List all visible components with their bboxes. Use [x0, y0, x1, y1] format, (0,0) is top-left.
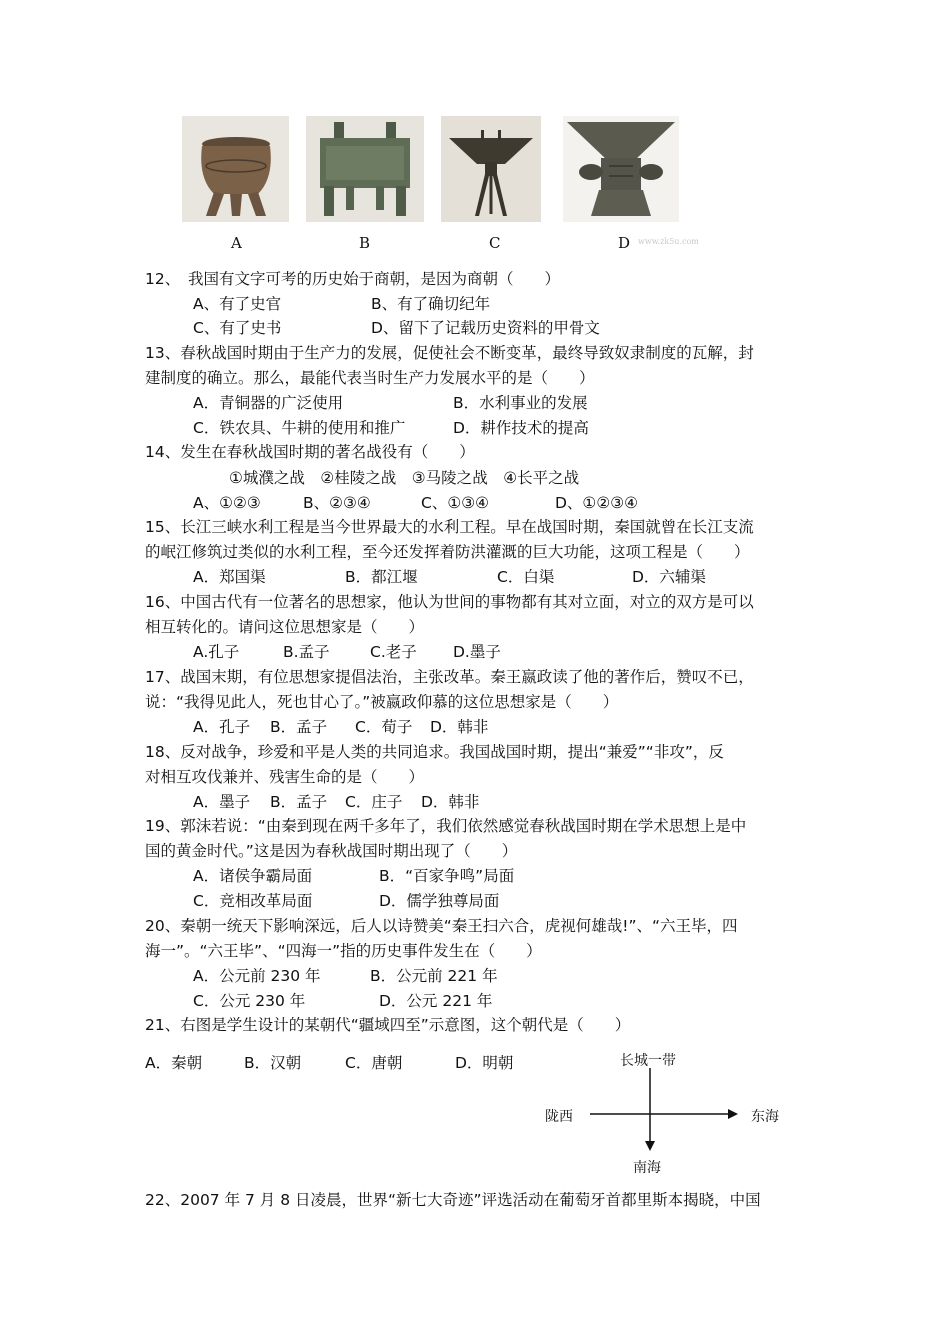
q12-stem: 12、 我国有文字可考的历史始于商朝，是因为商朝（ ） [145, 270, 560, 288]
q20-stem-line2: 海一”。“六王毕”、“四海一”指的历史事件发生在（ ） [145, 942, 542, 960]
q16-option-a: A.孔子 [193, 643, 240, 661]
q16-stem-line1: 16、中国古代有一位著名的思想家，他认为世间的事物都有其对立面，对立的双方是可以 [145, 593, 754, 611]
q16-option-d: D.墨子 [453, 643, 501, 661]
q21-option-a: A．秦朝 [145, 1054, 203, 1072]
q20-option-b: B．公元前 221 年 [370, 967, 498, 985]
q17-option-d: D．韩非 [430, 718, 489, 736]
q15-option-a: A．郑国渠 [193, 568, 266, 586]
q19-stem-line1: 19、郭沫若说：“由秦到现在两千多年了，我们依然感觉春秋战国时期在学术思想上是中 [145, 817, 747, 835]
q13-option-d: D．耕作技术的提高 [453, 419, 589, 437]
q19-option-b: B．“百家争鸣”局面 [379, 867, 515, 885]
vessel-image-a [182, 116, 289, 222]
q20-option-a: A．公元前 230 年 [193, 967, 321, 985]
q14-option-c: C、①③④ [421, 494, 490, 512]
q16-stem-line2: 相互转化的。请问这位思想家是（ ） [145, 618, 425, 636]
q12-option-d: D、留下了记载历史资料的甲骨文 [371, 319, 600, 337]
vessel-image-c [441, 116, 541, 222]
q17-stem-line1: 17、战国末期，有位思想家提倡法治，主张改革。秦王嬴政读了他的著作后，赞叹不已， [145, 668, 754, 686]
diagram-south-label: 南海 [633, 1160, 661, 1176]
q13-option-c: C．铁农具、牛耕的使用和推广 [193, 419, 406, 437]
q16-option-c: C.老子 [370, 643, 417, 661]
q16-option-b: B.孟子 [283, 643, 330, 661]
image-watermark: www.zk5u.com [638, 237, 699, 246]
q19-stem-line2: 国的黄金时代。”这是因为春秋战国时期出现了（ ） [145, 842, 518, 860]
q19-option-d: D．儒学独尊局面 [379, 892, 500, 910]
q19-option-c: C．竞相改革局面 [193, 892, 313, 910]
q15-option-b: B．都江堰 [345, 568, 418, 586]
q17-option-a: A．孔子 [193, 718, 251, 736]
q14-items: ①城濮之战 ②桂陵之战 ③马陵之战 ④长平之战 [229, 469, 580, 487]
image-label-d: D [618, 234, 631, 252]
q15-stem-line1: 15、长江三峡水利工程是当今世界最大的水利工程。早在战国时期，秦国就曾在长江支流 [145, 518, 754, 536]
q13-option-b: B．水利事业的发展 [453, 394, 588, 412]
diagram-east-label: 东海 [751, 1109, 779, 1125]
q17-option-c: C．荀子 [355, 718, 413, 736]
image-label-c: C [489, 234, 501, 252]
territory-diagram [540, 1045, 800, 1180]
q18-option-c: C．庄子 [345, 793, 403, 811]
q17-stem-line2: 说：“我得见此人，死也甘心了。”被嬴政仰慕的这位思想家是（ ） [145, 693, 619, 711]
image-label-a: A [231, 234, 242, 252]
q13-stem-line1: 13、春秋战国时期由于生产力的发展，促使社会不断变革，最终导致奴隶制度的瓦解，封 [145, 344, 754, 362]
q20-option-c: C．公元 230 年 [193, 992, 306, 1010]
q14-option-b: B、②③④ [303, 494, 371, 512]
q13-stem-line2: 建制度的确立。那么，最能代表当时生产力发展水平的是（ ） [145, 369, 595, 387]
vessel-image-d [563, 116, 679, 222]
q18-option-b: B．孟子 [270, 793, 328, 811]
q14-option-a: A、①②③ [193, 494, 261, 512]
q13-option-a: A．青铜器的广泛使用 [193, 394, 344, 412]
q21-option-c: C．唐朝 [345, 1054, 403, 1072]
q12-option-a: A、有了史官 [193, 295, 282, 313]
q18-option-d: D．韩非 [421, 793, 480, 811]
q14-stem: 14、发生在春秋战国时期的著名战役有（ ） [145, 443, 475, 461]
vessel-image-b [306, 116, 424, 222]
diagram-north-label: 长城一带 [620, 1053, 676, 1069]
q20-stem-line1: 20、秦朝一统天下影响深远，后人以诗赞美“秦王扫六合，虎视何雄哉!”、“六王毕，四 [145, 917, 738, 935]
q18-stem-line2: 对相互攻伐兼并、残害生命的是（ ） [145, 768, 425, 786]
q18-option-a: A．墨子 [193, 793, 251, 811]
q21-option-d: D．明朝 [455, 1054, 514, 1072]
vessel-images [182, 116, 702, 256]
q15-option-c: C．白渠 [497, 568, 555, 586]
image-label-b: B [359, 234, 371, 252]
q20-option-d: D．公元 221 年 [379, 992, 493, 1010]
q18-stem-line1: 18、反对战争，珍爱和平是人类的共同追求。我国战国时期，提出“兼爱”“非攻”，反 [145, 743, 724, 761]
q12-option-c: C、有了史书 [193, 319, 282, 337]
q19-option-a: A．诸侯争霸局面 [193, 867, 313, 885]
q15-stem-line2: 的岷江修筑过类似的水利工程，至今还发挥着防洪灌溉的巨大功能，这项工程是（ ） [145, 543, 750, 561]
q22-stem: 22、2007 年 7 月 8 日凌晨，世界“新七大奇迹”评选活动在葡萄牙首都里斯本揭晓，中国 [145, 1191, 761, 1209]
q21-stem: 21、右图是学生设计的某朝代“疆域四至”示意图，这个朝代是（ ） [145, 1016, 631, 1034]
q14-option-d: D、①②③④ [555, 494, 639, 512]
q21-option-b: B．汉朝 [244, 1054, 302, 1072]
q12-option-b: B、有了确切纪年 [371, 295, 491, 313]
diagram-west-label: 陇西 [545, 1109, 573, 1125]
q15-option-d: D．六辅渠 [632, 568, 706, 586]
q17-option-b: B．孟子 [270, 718, 328, 736]
